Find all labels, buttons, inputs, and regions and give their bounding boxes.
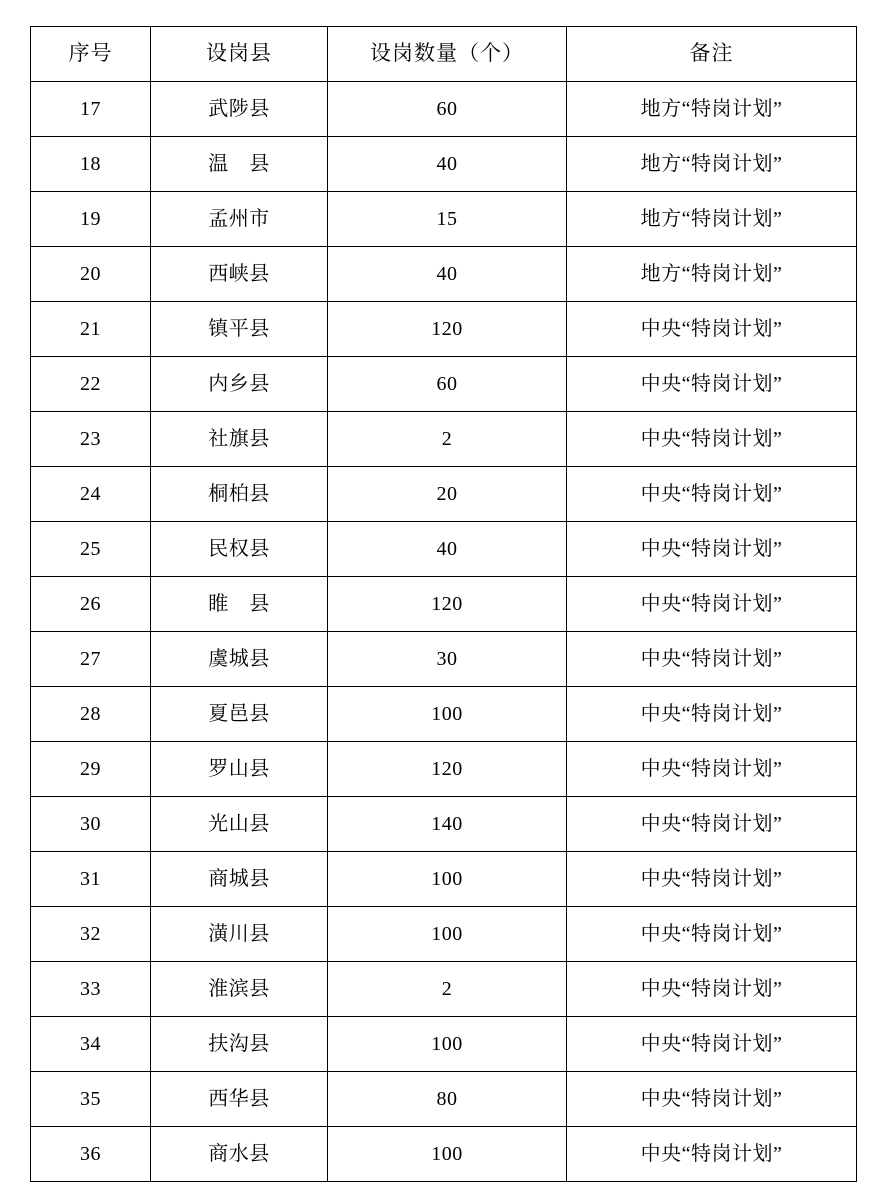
cell-index: 24	[31, 467, 151, 522]
cell-remark: 中央“特岗计划”	[567, 1017, 857, 1072]
table-row	[31, 302, 857, 357]
cell-county: 夏邑县	[151, 687, 328, 742]
cell-index: 35	[31, 1072, 151, 1127]
cell-index: 22	[31, 357, 151, 412]
cell-index: 18	[31, 137, 151, 192]
cell-quantity: 40	[328, 247, 567, 302]
cell-quantity: 100	[328, 907, 567, 962]
cell-remark: 中央“特岗计划”	[567, 302, 857, 357]
table-row	[31, 247, 857, 302]
cell-county: 虞城县	[151, 632, 328, 687]
table-row	[31, 467, 857, 522]
cell-county: 温 县	[151, 137, 328, 192]
cell-remark: 中央“特岗计划”	[567, 907, 857, 962]
cell-quantity: 100	[328, 852, 567, 907]
table-row	[31, 632, 857, 687]
cell-quantity: 100	[328, 687, 567, 742]
cell-county: 商水县	[151, 1127, 328, 1182]
cell-remark: 中央“特岗计划”	[567, 467, 857, 522]
cell-remark: 中央“特岗计划”	[567, 357, 857, 412]
table-row	[31, 412, 857, 467]
cell-index: 17	[31, 82, 151, 137]
cell-remark: 中央“特岗计划”	[567, 852, 857, 907]
cell-quantity: 140	[328, 797, 567, 852]
cell-remark: 地方“特岗计划”	[567, 137, 857, 192]
table-row	[31, 687, 857, 742]
column-header-index: 序号	[31, 27, 151, 82]
special-post-allocation-table	[30, 26, 857, 1182]
cell-index: 31	[31, 852, 151, 907]
cell-remark: 中央“特岗计划”	[567, 632, 857, 687]
cell-index: 27	[31, 632, 151, 687]
cell-remark: 中央“特岗计划”	[567, 577, 857, 632]
cell-county: 西华县	[151, 1072, 328, 1127]
cell-remark: 地方“特岗计划”	[567, 247, 857, 302]
table-row	[31, 357, 857, 412]
cell-quantity: 100	[328, 1017, 567, 1072]
table-row	[31, 577, 857, 632]
cell-county: 商城县	[151, 852, 328, 907]
table-row	[31, 852, 857, 907]
cell-county: 孟州市	[151, 192, 328, 247]
table-header-row	[31, 27, 857, 82]
cell-county: 民权县	[151, 522, 328, 577]
cell-quantity: 60	[328, 82, 567, 137]
table-row	[31, 1017, 857, 1072]
cell-quantity: 120	[328, 742, 567, 797]
cell-quantity: 40	[328, 522, 567, 577]
cell-index: 23	[31, 412, 151, 467]
cell-county: 内乡县	[151, 357, 328, 412]
cell-quantity: 100	[328, 1127, 567, 1182]
cell-remark: 中央“特岗计划”	[567, 687, 857, 742]
cell-index: 33	[31, 962, 151, 1017]
cell-index: 29	[31, 742, 151, 797]
cell-remark: 中央“特岗计划”	[567, 412, 857, 467]
table-row	[31, 962, 857, 1017]
cell-index: 20	[31, 247, 151, 302]
cell-county: 西峡县	[151, 247, 328, 302]
cell-remark: 中央“特岗计划”	[567, 742, 857, 797]
cell-remark: 中央“特岗计划”	[567, 1127, 857, 1182]
cell-county: 淮滨县	[151, 962, 328, 1017]
cell-remark: 中央“特岗计划”	[567, 522, 857, 577]
table-row	[31, 907, 857, 962]
cell-quantity: 2	[328, 962, 567, 1017]
cell-quantity: 120	[328, 302, 567, 357]
cell-quantity: 20	[328, 467, 567, 522]
table-row	[31, 742, 857, 797]
cell-county: 睢 县	[151, 577, 328, 632]
cell-index: 21	[31, 302, 151, 357]
column-header-remark: 备注	[567, 27, 857, 82]
cell-remark: 中央“特岗计划”	[567, 1072, 857, 1127]
table-header	[31, 27, 857, 82]
table-row	[31, 1072, 857, 1127]
cell-index: 25	[31, 522, 151, 577]
cell-county: 潢川县	[151, 907, 328, 962]
cell-index: 26	[31, 577, 151, 632]
table-row	[31, 797, 857, 852]
cell-index: 34	[31, 1017, 151, 1072]
cell-index: 32	[31, 907, 151, 962]
column-header-quantity: 设岗数量（个）	[328, 27, 567, 82]
table-body	[31, 82, 857, 1182]
cell-quantity: 30	[328, 632, 567, 687]
cell-quantity: 60	[328, 357, 567, 412]
cell-index: 28	[31, 687, 151, 742]
cell-quantity: 2	[328, 412, 567, 467]
table-row	[31, 137, 857, 192]
cell-county: 桐柏县	[151, 467, 328, 522]
cell-remark: 地方“特岗计划”	[567, 192, 857, 247]
cell-quantity: 40	[328, 137, 567, 192]
cell-index: 19	[31, 192, 151, 247]
table-row	[31, 1127, 857, 1182]
cell-county: 罗山县	[151, 742, 328, 797]
cell-county: 武陟县	[151, 82, 328, 137]
cell-county: 社旗县	[151, 412, 328, 467]
cell-remark: 地方“特岗计划”	[567, 82, 857, 137]
column-header-county: 设岗县	[151, 27, 328, 82]
cell-remark: 中央“特岗计划”	[567, 962, 857, 1017]
table-row	[31, 522, 857, 577]
cell-county: 扶沟县	[151, 1017, 328, 1072]
cell-quantity: 120	[328, 577, 567, 632]
cell-quantity: 15	[328, 192, 567, 247]
cell-county: 镇平县	[151, 302, 328, 357]
cell-remark: 中央“特岗计划”	[567, 797, 857, 852]
table-row	[31, 192, 857, 247]
table-row	[31, 82, 857, 137]
cell-quantity: 80	[328, 1072, 567, 1127]
cell-county: 光山县	[151, 797, 328, 852]
cell-index: 36	[31, 1127, 151, 1182]
cell-index: 30	[31, 797, 151, 852]
